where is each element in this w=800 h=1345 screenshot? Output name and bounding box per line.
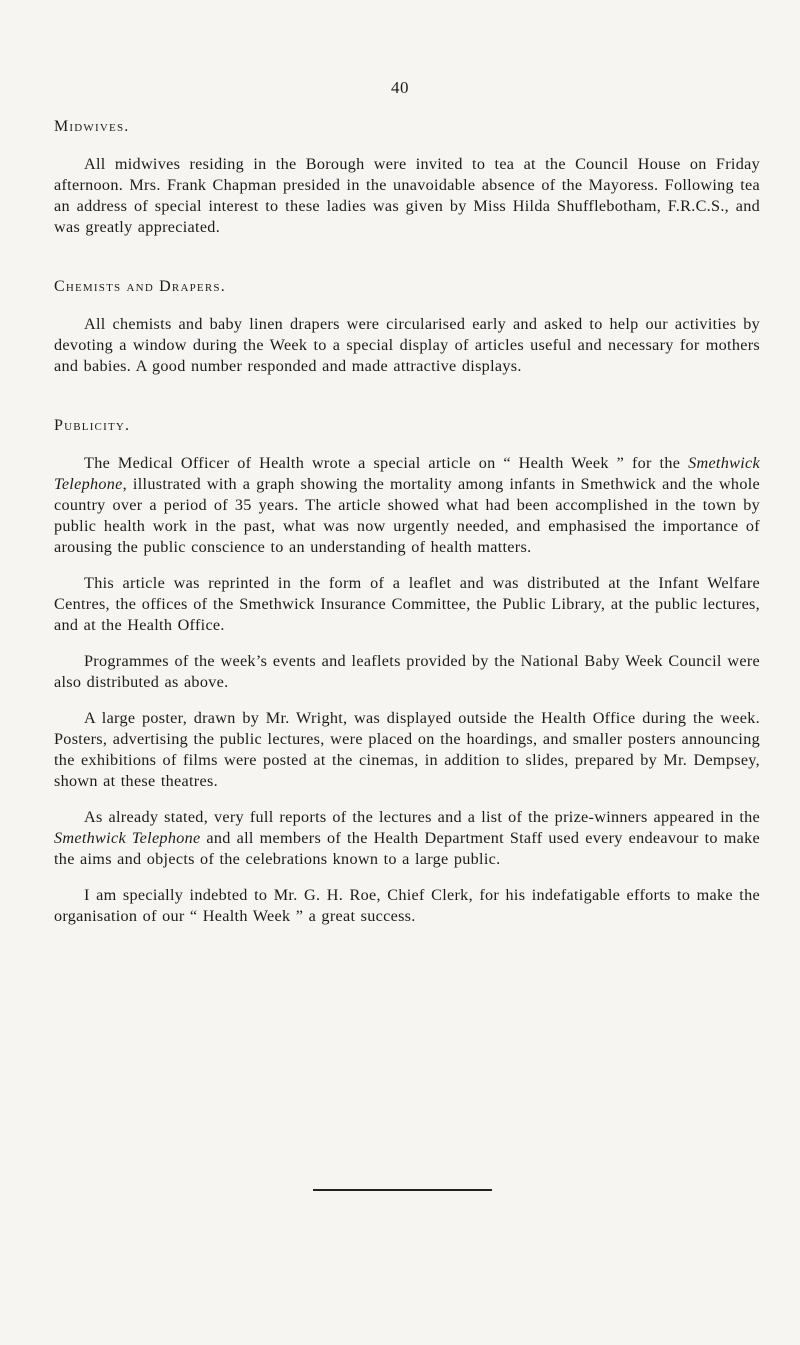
section-heading: Chemists and Drapers. <box>54 278 226 295</box>
section-publicity <box>54 417 760 927</box>
paragraph: All chemists and baby linen drapers were circularised early and asked to help our activities by devoting a window during the Week to a special display of articles useful and necessary for mothers and babies. A good number responded and made attractive displays. <box>54 315 760 375</box>
newspaper-title: Smethwick Telephone <box>54 454 760 493</box>
paragraph: All midwives residing in the Borough were invited to tea at the Council House on Friday afternoon. Mrs. Frank Chapman presided in the unavoidable absence of the Mayoress. Following tea an address of special interest to these ladies was given by Miss Hilda Shufflebotham, F.R.C.S., and was greatly appreciated. <box>54 155 760 236</box>
paragraph: This article was reprinted in the form of a leaflet and was distributed at the Infant Welfare Centres, the offices of the Smethwick Insurance Committee, the Public Library, at the public lectures, and at the Health Office. <box>54 574 760 634</box>
paragraph <box>54 807 760 870</box>
paragraph: I am specially indebted to Mr. G. H. Roe, Chief Clerk, for his indefatigable efforts to make the organisation of our “ Health Week ” a great success. <box>54 886 760 925</box>
newspaper-title: Smethwick Telephone <box>54 829 201 847</box>
section-heading: Midwives. <box>54 118 130 135</box>
paragraph-text: and all members of the Health Department Staff used every endeavour to make the aims and objects of the celebrations known to a large public. <box>54 829 760 868</box>
paragraph: Programmes of the week’s events and leaflets provided by the National Baby Week Council were also distributed as above. <box>54 652 760 691</box>
section-chemists-drapers <box>54 278 760 377</box>
document-body <box>54 118 760 942</box>
section-midwives <box>54 118 760 238</box>
paragraph: A large poster, drawn by Mr. Wright, was displayed outside the Health Office during the week. Posters, advertising the public lectures, were placed on the hoardings, and smaller posters announcing the exhibitions of films were posted at the cinemas, in addition to slides, prepared by Mr. Dempsey, shown at these theatres. <box>54 709 760 790</box>
page-number: 40 <box>391 78 409 97</box>
paragraph-text: , illustrated with a graph showing the mortality among infants in Smethwick and the whole country over a period of 35 years. The article showed what had been accomplished in the town by public health work in the past, what was now urgently needed, and emphasised the importance of arousing the public conscience to an understanding of health matters. <box>54 475 760 556</box>
paragraph-text: The Medical Officer of Health wrote a special article on “ Health Week ” for the <box>84 454 689 472</box>
paragraph-text: As already stated, very full reports of the lectures and a list of the prize-winners appeared in the <box>84 808 760 826</box>
paragraph <box>54 453 760 558</box>
section-heading: Publicity. <box>54 417 131 434</box>
end-rule <box>313 1189 492 1191</box>
